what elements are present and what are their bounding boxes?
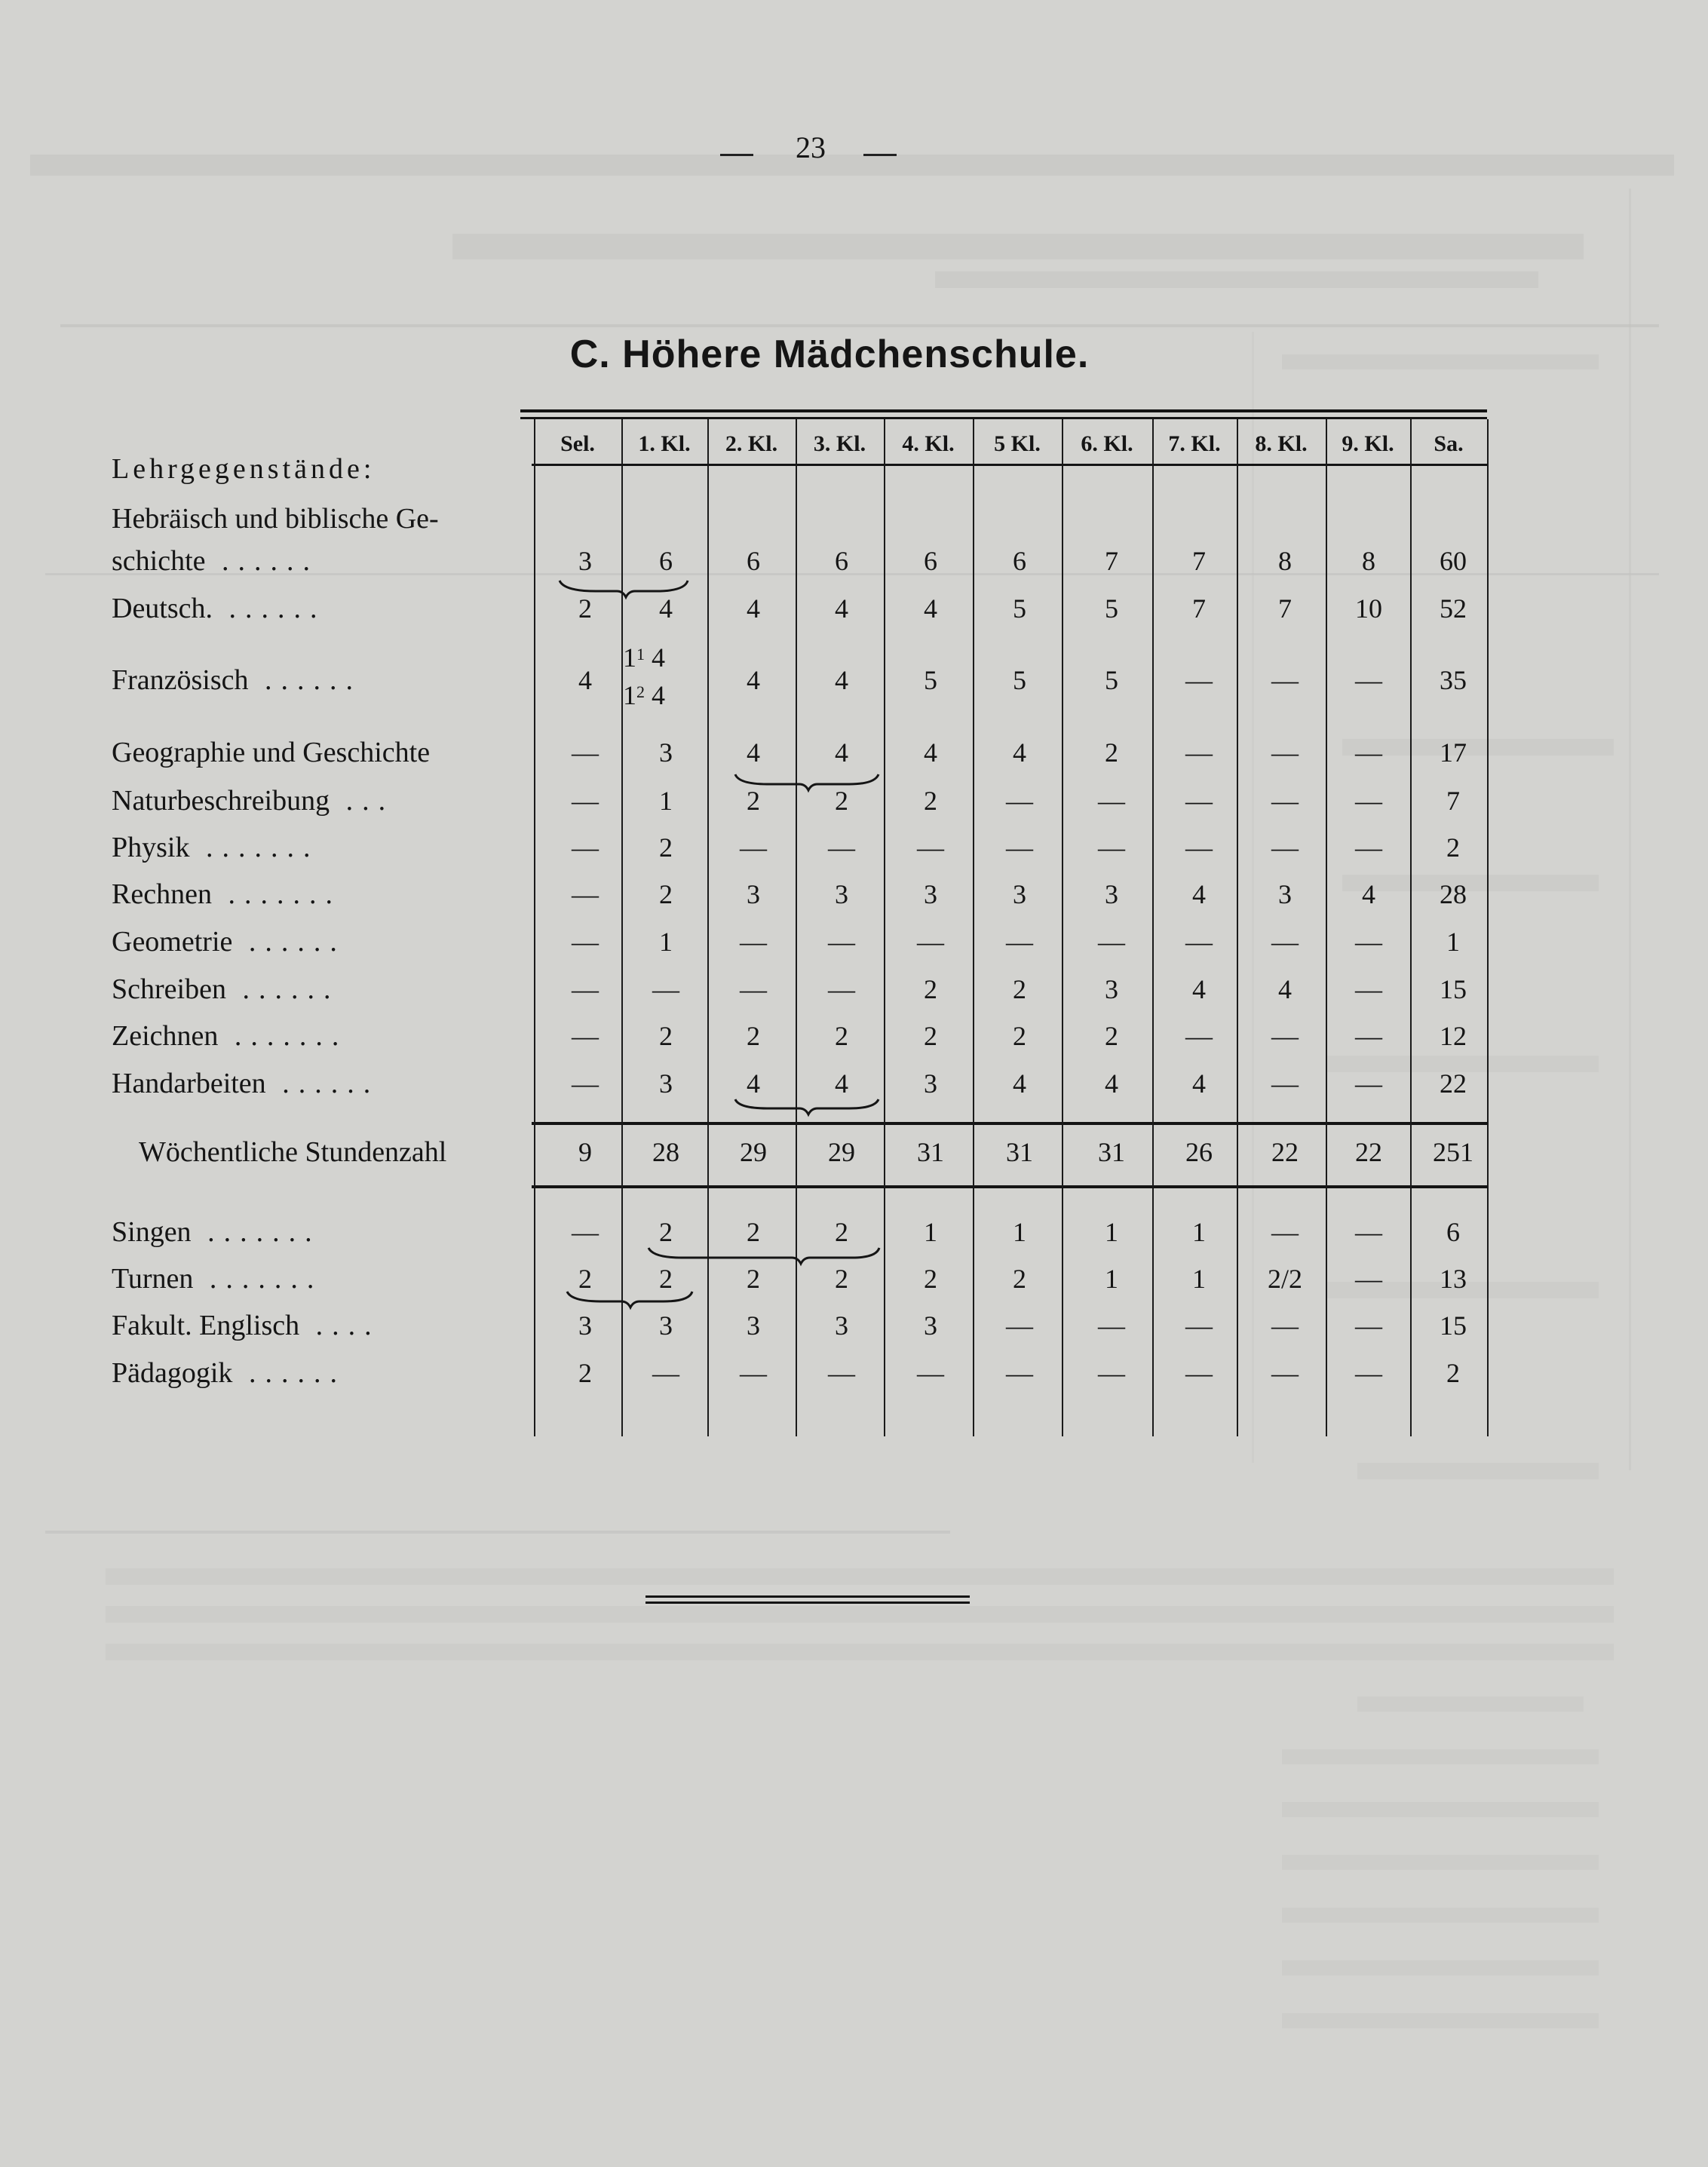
table-cell: —	[828, 1358, 855, 1388]
table-cell: 4	[1192, 879, 1206, 909]
table-cell: 6	[924, 546, 937, 576]
table-cell: —	[652, 1358, 679, 1388]
column-header: 2. Kl.	[725, 431, 778, 456]
table-cell: 2	[747, 1264, 760, 1294]
franz-split-b-base: 1	[623, 680, 636, 710]
table-cell: —	[1271, 927, 1299, 957]
table-cell: —	[1355, 737, 1382, 768]
table-cell: 28	[1440, 879, 1467, 909]
table-cell: 2	[747, 1217, 760, 1247]
table-cell: —	[1185, 665, 1213, 695]
table-cell: 35	[1440, 665, 1467, 695]
table-cell: 1	[1105, 1264, 1118, 1294]
table-cell: 22	[1355, 1137, 1382, 1167]
table-cell: —	[1271, 1310, 1299, 1341]
table-cell: 6	[1446, 1217, 1460, 1247]
table-cell: —	[572, 786, 599, 816]
table-cell: 12	[1440, 1021, 1467, 1051]
table-cell: 2	[659, 1021, 673, 1051]
table-cell: —	[1098, 1310, 1125, 1341]
table-cell: 1	[1192, 1264, 1206, 1294]
page-number: 23	[796, 130, 826, 164]
table-cell: 4	[1013, 1068, 1026, 1099]
table-cell: —	[1355, 974, 1382, 1004]
table-cell: 2	[1105, 1021, 1118, 1051]
table-cell: 2	[578, 1264, 592, 1294]
table-cell: 6	[835, 546, 848, 576]
table-cell: 5	[1013, 665, 1026, 695]
leader-dots: .......	[189, 832, 320, 863]
table-cell: 2	[1446, 1358, 1460, 1388]
table-cell: 3	[1278, 879, 1292, 909]
closing-rule-1	[645, 1595, 970, 1598]
table-cell: 1	[659, 927, 673, 957]
row-label-text: schichte	[112, 545, 206, 577]
table-cell: 2	[924, 1021, 937, 1051]
row-label-text: Pädagogik	[112, 1357, 233, 1389]
column-header: Sel.	[560, 431, 595, 456]
table-cell: 1	[1446, 927, 1460, 957]
table-cell: 2	[924, 786, 937, 816]
table-cell: 4	[747, 737, 760, 768]
table-cell: —	[1355, 1217, 1382, 1247]
table-cell: 4	[835, 593, 848, 624]
table-cell: 6	[1013, 546, 1026, 576]
row-label-text: Fakult. Englisch	[112, 1310, 300, 1341]
table-cell: —	[917, 1358, 944, 1388]
table-cell: 29	[740, 1137, 767, 1167]
table-cell: 4	[747, 1068, 760, 1099]
table-cell: 2	[747, 786, 760, 816]
table-cell: 26	[1185, 1137, 1213, 1167]
brace-singen	[649, 1248, 879, 1264]
leader-dots: .......	[218, 1020, 348, 1052]
table-cell: —	[1355, 1310, 1382, 1341]
table-cell: 2	[835, 1217, 848, 1247]
table-cell: 3	[924, 1068, 937, 1099]
table-cell: 1	[924, 1217, 937, 1247]
table-cell: —	[1006, 1358, 1033, 1388]
table-cell: 2	[1013, 974, 1026, 1004]
table-cell: —	[828, 927, 855, 957]
table-cell: 4	[1278, 974, 1292, 1004]
table-cell: 2	[747, 1021, 760, 1051]
table-cell: 5	[1105, 593, 1118, 624]
table-cell: —	[572, 737, 599, 768]
table-cell: 7	[1105, 546, 1118, 576]
row-label-text: Rechnen	[112, 878, 212, 910]
leader-dots: ......	[265, 1068, 380, 1099]
brace-turnen	[567, 1292, 692, 1307]
row-label-text: Handarbeiten	[112, 1068, 266, 1099]
row-label-text: Französisch	[112, 664, 249, 696]
brace-geographie	[735, 774, 879, 790]
table-cell: 31	[917, 1137, 944, 1167]
table-cell: 3	[578, 1310, 592, 1341]
table-cell: 5	[1013, 593, 1026, 624]
table-cell: —	[1098, 927, 1125, 957]
table-cell: 8	[1278, 546, 1292, 576]
table-cell: 4	[1013, 737, 1026, 768]
table-cell: 2/2	[1267, 1264, 1302, 1294]
table-cell: —	[1006, 832, 1033, 863]
page-title: C. Höhere Mädchenschule.	[569, 333, 1090, 376]
franz-split-a-base: 1	[623, 642, 636, 673]
table-cell: 4	[835, 737, 848, 768]
franz-split-b-value: 4	[652, 680, 665, 710]
column-header: Sa.	[1434, 431, 1464, 456]
brace-handarbeiten	[735, 1099, 879, 1114]
table-cell: 4	[1105, 1068, 1118, 1099]
leader-dots: ......	[248, 664, 363, 696]
table-cell: 1	[1105, 1217, 1118, 1247]
row-label-text: Schreiben	[112, 973, 226, 1005]
table-cell: 5	[924, 665, 937, 695]
table-cell: 9	[578, 1137, 592, 1167]
table-cell: —	[1185, 1310, 1213, 1341]
table-cell: 1	[1013, 1217, 1026, 1247]
table-cell: 15	[1440, 974, 1467, 1004]
table-cell: —	[1006, 1310, 1033, 1341]
table-cell: —	[917, 927, 944, 957]
row-label-text: Geographie und Geschichte	[112, 737, 431, 768]
table-cell: —	[1355, 786, 1382, 816]
table-cell: —	[1006, 786, 1033, 816]
table-cell: 2	[835, 1264, 848, 1294]
row-label-text: Hebräisch und biblische Ge-	[112, 503, 439, 535]
table-cell: 4	[924, 737, 937, 768]
table-cell: 3	[659, 1310, 673, 1341]
table-cell: 2	[659, 1217, 673, 1247]
table-cell: 31	[1006, 1137, 1033, 1167]
table-cell: —	[1355, 1264, 1382, 1294]
table-cell: —	[1098, 832, 1125, 863]
table-cell: 2	[578, 593, 592, 624]
table-cell: —	[1355, 1021, 1382, 1051]
table-cell: 1	[659, 786, 673, 816]
table-cell: 22	[1271, 1137, 1299, 1167]
table-cell: 3	[924, 1310, 937, 1341]
column-header: 8. Kl.	[1255, 431, 1308, 456]
table-cell: —	[1355, 1068, 1382, 1099]
table-cell: —	[1098, 1358, 1125, 1388]
section-label: Lehrgegenstände:	[112, 453, 376, 485]
table-cell: 2	[1013, 1264, 1026, 1294]
column-header: 6. Kl.	[1081, 431, 1133, 456]
table-cell: 4	[1362, 879, 1375, 909]
table-cell: 3	[659, 1068, 673, 1099]
column-header: 3. Kl.	[813, 431, 866, 456]
column-header: 4. Kl.	[902, 431, 955, 456]
table-cell: —	[1355, 665, 1382, 695]
table-cell: —	[1185, 832, 1213, 863]
table-cell: 5	[1105, 665, 1118, 695]
table-cell: 3	[1105, 879, 1118, 909]
table-cell: 4	[747, 593, 760, 624]
leader-dots: ......	[232, 1357, 346, 1389]
table-cell: 17	[1440, 737, 1467, 768]
table-cell: 2	[1105, 737, 1118, 768]
leader-dots: ......	[225, 973, 340, 1005]
table-cell: 7	[1192, 593, 1206, 624]
row-label-text: Singen	[112, 1216, 192, 1248]
table-cell: 8	[1362, 546, 1375, 576]
table-cell: 60	[1440, 546, 1467, 576]
table-cell: 251	[1433, 1137, 1473, 1167]
table-cell: 13	[1440, 1264, 1467, 1294]
table-cell: 4	[835, 1068, 848, 1099]
table-cell: —	[1271, 1358, 1299, 1388]
table-cell: 3	[578, 546, 592, 576]
leader-dots: ......	[205, 545, 320, 577]
table-cell: 4	[835, 665, 848, 695]
table-cell: —	[828, 974, 855, 1004]
table-cell: 2	[924, 1264, 937, 1294]
row-label-text: Deutsch.	[112, 593, 213, 624]
table-cell: 4	[1192, 974, 1206, 1004]
table-cell: —	[1355, 1358, 1382, 1388]
leader-dots: ...	[330, 785, 395, 817]
table-cell: —	[740, 927, 767, 957]
column-header: 1. Kl.	[638, 431, 691, 456]
table-cell: —	[1271, 1217, 1299, 1247]
table-cell: —	[740, 832, 767, 863]
table-cell: —	[1098, 786, 1125, 816]
table-cell: 28	[652, 1137, 679, 1167]
table-cell: —	[652, 974, 679, 1004]
table-cell: —	[1271, 786, 1299, 816]
table-cell: 7	[1446, 786, 1460, 816]
table-cell: 4	[747, 665, 760, 695]
table-cell: —	[917, 832, 944, 863]
closing-rule-2	[645, 1601, 970, 1604]
table-cell: 2	[1013, 1021, 1026, 1051]
table-cell: —	[1355, 832, 1382, 863]
table-cell: —	[1185, 927, 1213, 957]
table-cell: —	[572, 1217, 599, 1247]
franz-split-a-sup: 1	[636, 645, 645, 664]
table-cell: 22	[1440, 1068, 1467, 1099]
table-cell: 31	[1098, 1137, 1125, 1167]
table-cell: —	[1185, 737, 1213, 768]
table-cell: 2	[578, 1358, 592, 1388]
leader-dots: .......	[191, 1216, 321, 1248]
table-cell: 6	[747, 546, 760, 576]
franz-split-b-sup: 2	[636, 682, 645, 701]
table-cell: —	[572, 879, 599, 909]
table-cell: 2	[659, 1264, 673, 1294]
table-cell: —	[1271, 737, 1299, 768]
table-cell: —	[1355, 927, 1382, 957]
table-cell: —	[572, 974, 599, 1004]
table-cell: 7	[1278, 593, 1292, 624]
table-cell: 3	[747, 879, 760, 909]
table-cell: —	[1271, 1021, 1299, 1051]
table-cell: —	[1185, 786, 1213, 816]
table-cell: 1	[1192, 1217, 1206, 1247]
table-cell: 2	[835, 1021, 848, 1051]
table-cell: —	[740, 974, 767, 1004]
table-cell: 4	[924, 593, 937, 624]
table-cell: 52	[1440, 593, 1467, 624]
brace-hebraeisch	[560, 581, 688, 597]
table-cell: 4	[578, 665, 592, 695]
table-cell: —	[572, 832, 599, 863]
leader-dots: ....	[299, 1310, 381, 1341]
table-cell: 6	[659, 546, 673, 576]
table-cell: 3	[1013, 879, 1026, 909]
table-cell: 4	[659, 593, 673, 624]
leader-dots: .......	[211, 878, 342, 910]
table-cell: 2	[659, 832, 673, 863]
table-cell: 3	[835, 879, 848, 909]
table-cell: 3	[1105, 974, 1118, 1004]
table-cell: 7	[1192, 546, 1206, 576]
table-cell: 3	[659, 737, 673, 768]
table-cell: —	[572, 1021, 599, 1051]
table-cell: —	[1185, 1358, 1213, 1388]
table-cell: —	[572, 927, 599, 957]
leader-dots: ......	[213, 593, 327, 624]
leader-dots: ......	[232, 926, 346, 958]
table-cell: —	[1271, 1068, 1299, 1099]
leader-dots: .......	[193, 1263, 324, 1295]
table-cell: 2	[835, 786, 848, 816]
row-label-text: Turnen	[112, 1263, 194, 1295]
table-cell: 3	[835, 1310, 848, 1341]
column-header: 9. Kl.	[1342, 431, 1394, 456]
table-cell: 10	[1355, 593, 1382, 624]
table-cell: 4	[1192, 1068, 1206, 1099]
column-header: 5 Kl.	[994, 431, 1041, 456]
franz-split-a-value: 4	[652, 642, 665, 673]
row-label-text: Geometrie	[112, 926, 233, 958]
table-cell: 2	[659, 879, 673, 909]
row-label-text: Naturbeschreibung	[112, 785, 330, 817]
table-cell: 15	[1440, 1310, 1467, 1341]
total-row-label: Wöchentliche Stundenzahl	[139, 1136, 447, 1168]
row-label-text: Physik	[112, 832, 190, 863]
table-cell: —	[1271, 832, 1299, 863]
table-cell: 3	[747, 1310, 760, 1341]
table-cell: 3	[924, 879, 937, 909]
table-cell: —	[1006, 927, 1033, 957]
table-cell: 2	[1446, 832, 1460, 863]
table-cell: —	[572, 1068, 599, 1099]
table-cell: —	[740, 1358, 767, 1388]
column-header: 7. Kl.	[1168, 431, 1221, 456]
table-cell: —	[1271, 665, 1299, 695]
table-cell: —	[828, 832, 855, 863]
row-label-text: Zeichnen	[112, 1020, 219, 1052]
table-cell: —	[1185, 1021, 1213, 1051]
table-cell: 2	[924, 974, 937, 1004]
table-cell: 29	[828, 1137, 855, 1167]
